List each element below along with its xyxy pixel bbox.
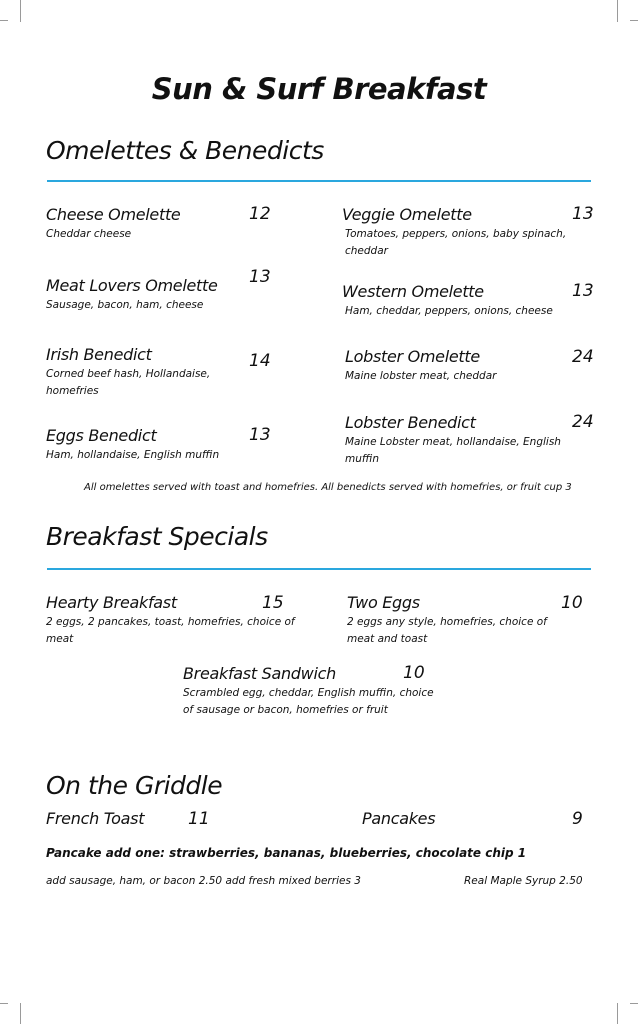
- crop-mark: [20, 1003, 21, 1024]
- item-name: Lobster Omelette: [345, 347, 480, 366]
- item-price: 13: [249, 267, 271, 287]
- item-name: Eggs Benedict: [46, 426, 157, 445]
- menu-title: Sun & Surf Breakfast: [151, 72, 487, 106]
- section-heading-griddle: On the Griddle: [46, 771, 223, 800]
- item-price: 13: [249, 425, 271, 445]
- omelettes-footnote: All omelettes served with toast and homefries. All benedicts served with homefries, or fruit cup 3: [84, 482, 572, 493]
- crop-mark: [630, 20, 638, 21]
- crop-mark: [20, 0, 21, 22]
- item-price: 10: [403, 663, 425, 683]
- item-description: Ham, cheddar, peppers, onions, cheese: [345, 305, 553, 317]
- item-description: Scrambled egg, cheddar, English muffin, choice of sausage or bacon, homefries or fruit: [183, 687, 434, 716]
- section-divider: [47, 180, 591, 182]
- item-name: Lobster Benedict: [345, 413, 476, 432]
- item-description: 2 eggs any style, homefries, choice of meat and toast: [347, 616, 547, 645]
- item-name: Cheese Omelette: [46, 205, 181, 224]
- item-price: 10: [561, 593, 583, 613]
- section-divider: [47, 568, 591, 570]
- item-name: Hearty Breakfast: [46, 593, 177, 612]
- section-heading-omelettes: Omelettes & Benedicts: [46, 136, 324, 165]
- item-name: Pancakes: [362, 809, 436, 828]
- crop-mark: [0, 20, 8, 21]
- item-name: Veggie Omelette: [342, 205, 472, 224]
- item-description: Sausage, bacon, ham, cheese: [46, 299, 204, 311]
- crop-mark: [617, 1003, 618, 1024]
- item-name: Meat Lovers Omelette: [46, 276, 218, 295]
- item-price: 9: [572, 809, 583, 829]
- section-heading-specials: Breakfast Specials: [46, 522, 268, 551]
- item-name: French Toast: [46, 809, 145, 828]
- item-description: 2 eggs, 2 pancakes, toast, homefries, choice of meat: [46, 616, 295, 645]
- item-description: Tomatoes, peppers, onions, baby spinach, cheddar: [345, 228, 567, 257]
- item-name: Breakfast Sandwich: [183, 664, 336, 683]
- item-price: 13: [572, 204, 594, 224]
- item-name: Western Omelette: [342, 282, 484, 301]
- crop-mark: [0, 1003, 8, 1004]
- item-description: Cheddar cheese: [46, 228, 132, 240]
- item-price: 11: [188, 809, 210, 829]
- item-name: Irish Benedict: [46, 345, 152, 364]
- item-description: Ham, hollandaise, English muffin: [46, 449, 220, 461]
- item-price: 12: [249, 204, 271, 224]
- item-description: Maine lobster meat, cheddar: [345, 370, 497, 382]
- item-price: 24: [572, 347, 594, 367]
- pancake-addon: Pancake add one: strawberries, bananas, blueberries, chocolate chip 1: [46, 846, 527, 860]
- item-price: 13: [572, 281, 594, 301]
- crop-mark: [617, 0, 618, 22]
- item-name: Two Eggs: [347, 593, 420, 612]
- crop-mark: [630, 1003, 638, 1004]
- syrup-addon: Real Maple Syrup 2.50: [464, 875, 583, 887]
- item-price: 14: [249, 351, 271, 371]
- item-price: 15: [262, 593, 284, 613]
- meat-addon: add sausage, ham, or bacon 2.50 add fresh mixed berries 3: [46, 875, 361, 887]
- item-price: 24: [572, 412, 594, 432]
- item-description: Corned beef hash, Hollandaise, homefries: [46, 368, 211, 397]
- item-description: Maine Lobster meat, hollandaise, English muffin: [345, 436, 561, 465]
